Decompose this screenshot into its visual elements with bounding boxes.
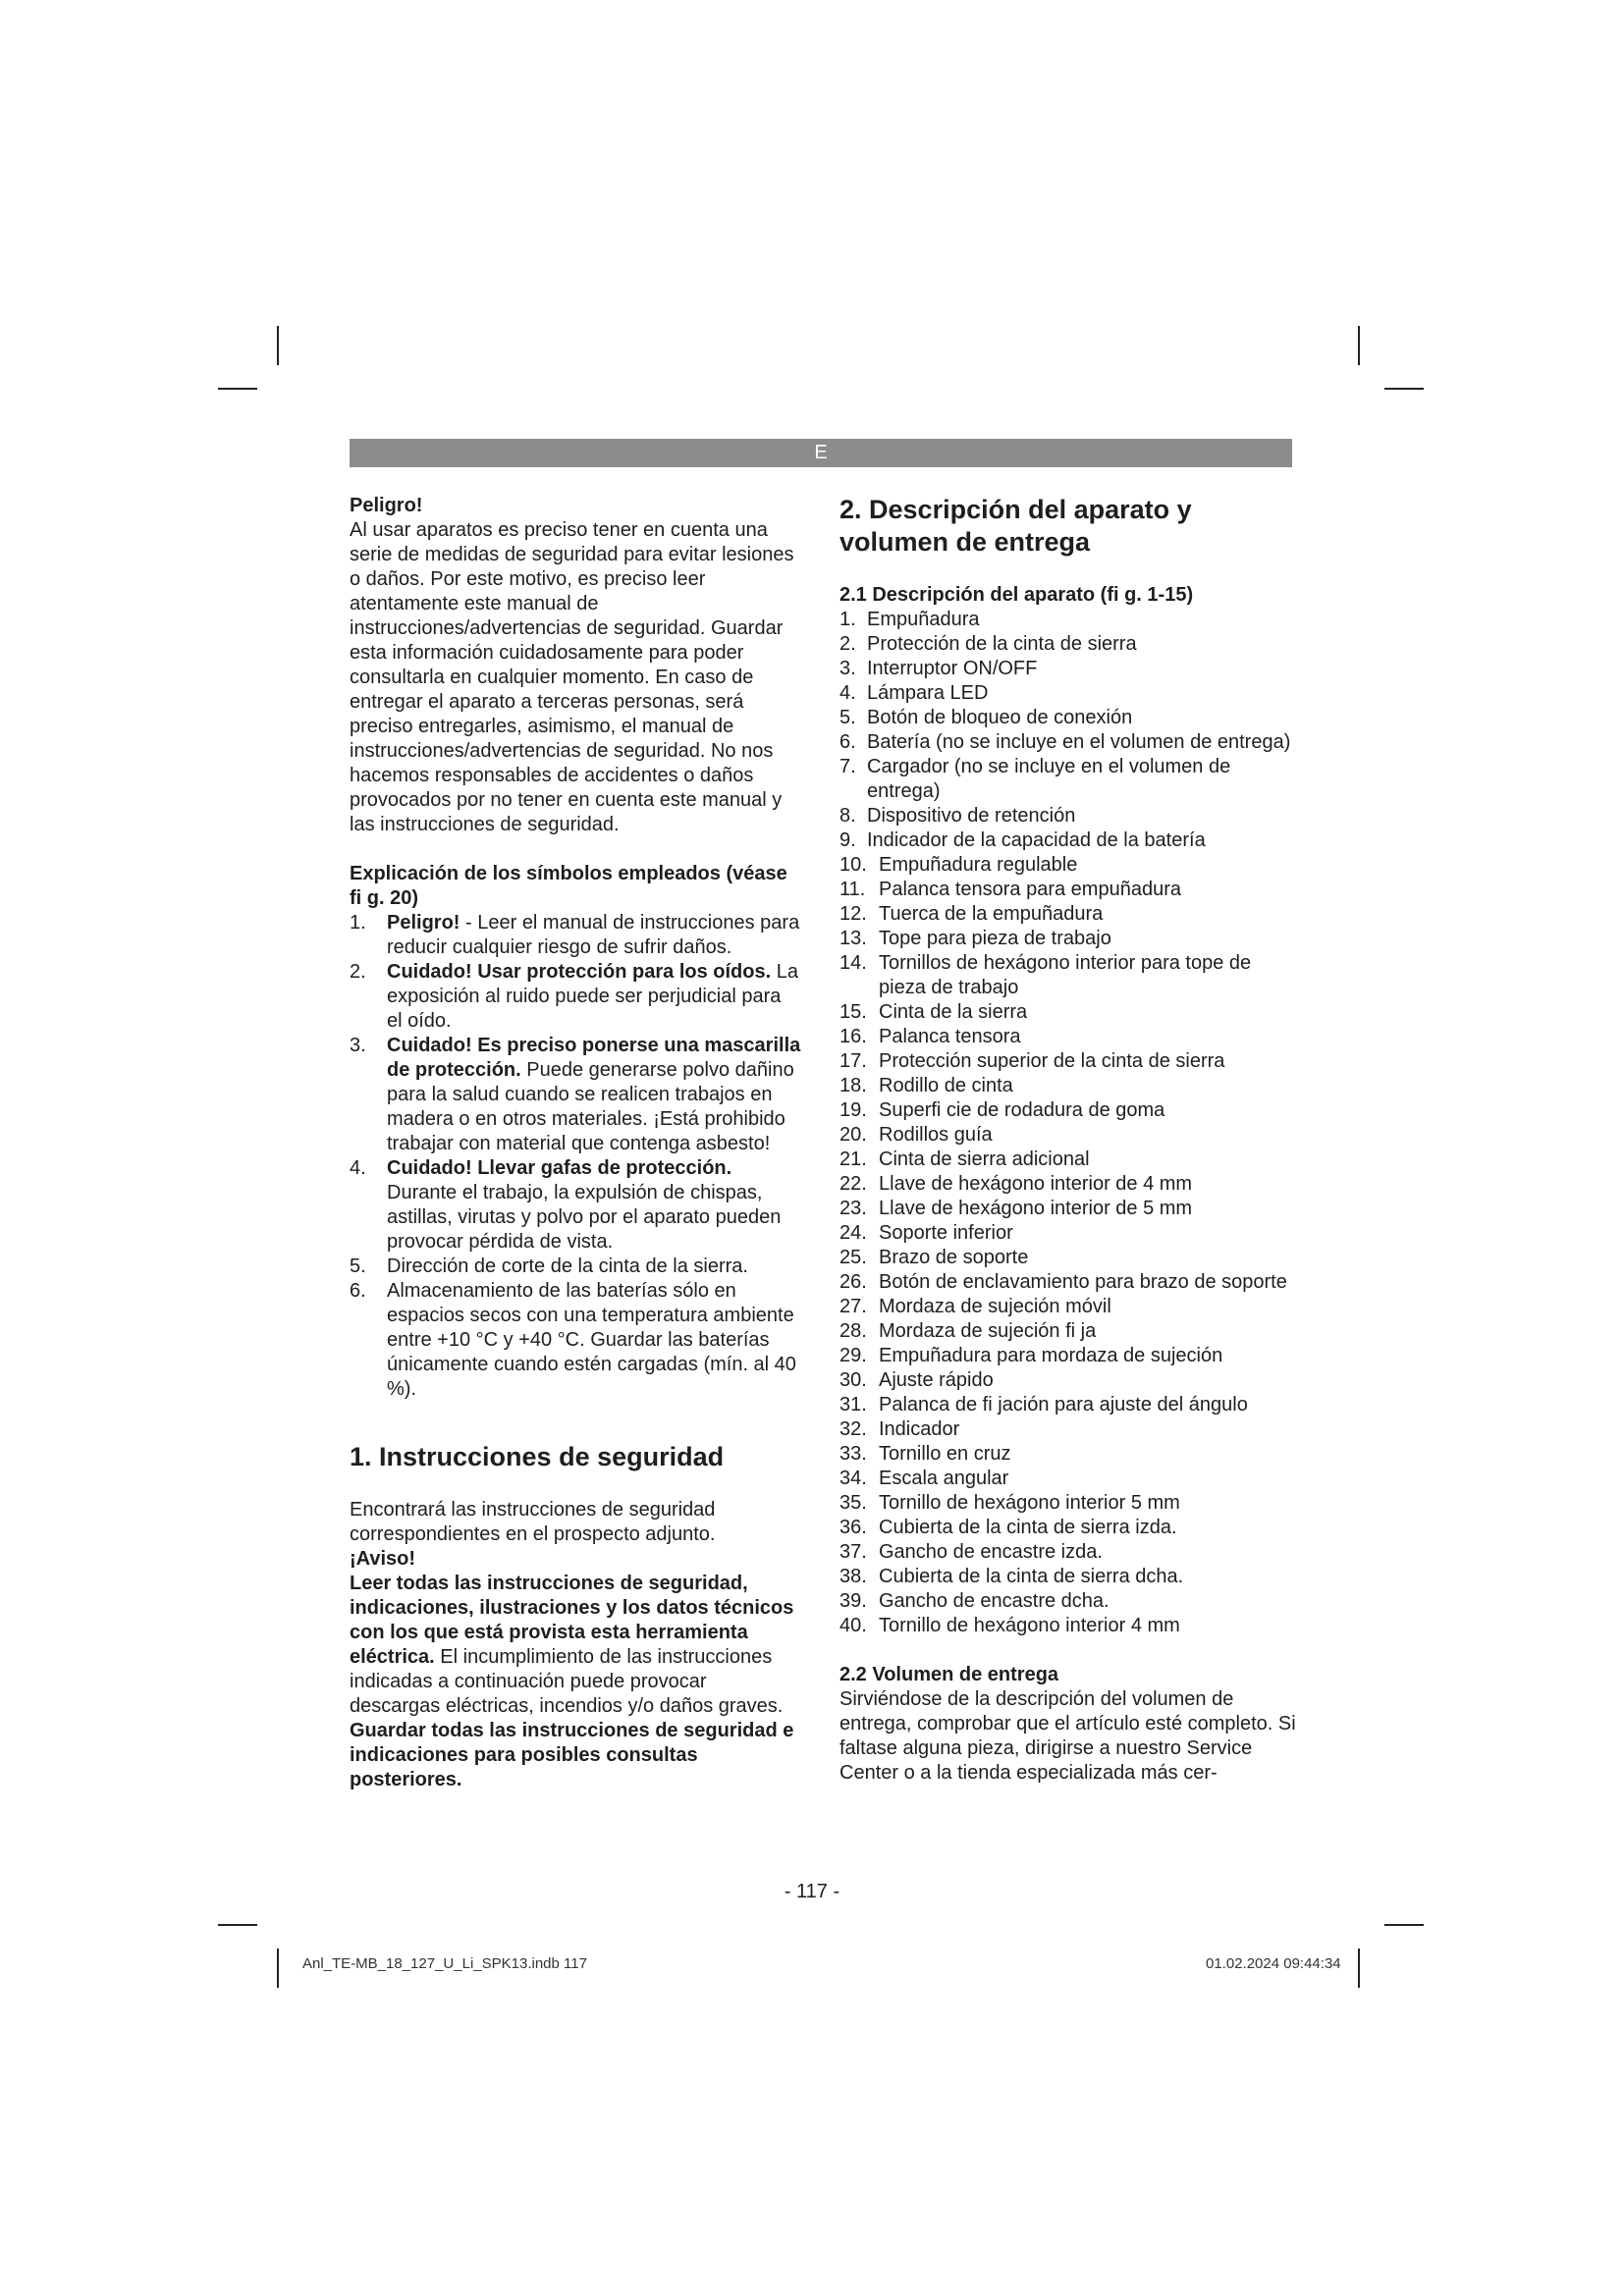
parts-list-item: 23. Llave de hexágono interior de 5 mm [839, 1198, 1193, 1219]
description-subtitle: 2.1 Descripción del aparato (fi g. 1-15) [839, 584, 1194, 606]
danger-text: Al usar aparatos es preciso tener en cuenta una serie de medidas de seguridad para evitar lesiones o daños. Por este motivo, es preciso leer atentamente este manual de instrucciones/advertencias de seguridad. Guardar esta información cuidadosamente para poder consultarla en cualquier momento. En caso de entregar el aparato a terceras personas, será preciso entregarles, asimismo, el manual de instrucciones/advertencias de seguridad. No nos hacemos responsables de accidentes o daños provocados por no tener en cuenta este manual y las instrucciones de seguridad. [350, 519, 794, 835]
list-item: 3. Cuidado! Es preciso ponerse una mascarilla de protección. Puede generarse polvo dañino para la salud cuando se realicen trabajos en madera o en otros materiales. ¡Está prohibido trabajar con material que contenga asbesto! [350, 1035, 801, 1154]
parts-list-item: 37. Gancho de encastre izda. [839, 1541, 1103, 1563]
parts-list-item: 12. Tuerca de la empuñadura [839, 903, 1104, 925]
symbols-title: Explicación de los símbolos empleados (véase fi g. 20) [350, 863, 787, 909]
list-item: 6. Almacenamiento de las baterías sólo en espacios secos con una temperatura ambiente entre +10 °C y +40 °C. Guardar las baterías únicamente cuando estén cargadas (mín. al 40 %). [350, 1280, 796, 1400]
parts-list-item: 18. Rodillo de cinta [839, 1075, 1013, 1096]
parts-list-item: 2. Protección de la cinta de sierra [839, 633, 1137, 655]
page-number: - 117 - [784, 1881, 840, 1902]
warning-title: ¡Aviso! [350, 1548, 416, 1570]
parts-list-item: 17. Protección superior de la cinta de sierra [839, 1050, 1225, 1072]
parts-list-item: 16. Palanca tensora [839, 1026, 1021, 1047]
parts-list-item: 1. Empuñadura [839, 609, 980, 630]
symbols-list [350, 911, 801, 1402]
parts-list-item: 6. Batería (no se incluye en el volumen de entrega) [839, 731, 1291, 753]
crop-mark [1384, 388, 1424, 390]
parts-list-item: 38. Cubierta de la cinta de sierra dcha. [839, 1566, 1184, 1587]
parts-list-item: 40. Tornillo de hexágono interior 4 mm [839, 1615, 1180, 1636]
parts-list-item: 30. Ajuste rápido [839, 1369, 994, 1391]
safety-intro: Encontrará las instrucciones de seguridad correspondientes en el prospecto adjunto. [350, 1499, 716, 1545]
right-column [839, 494, 1301, 1786]
crop-mark [1384, 1924, 1424, 1926]
warning-text: Leer todas las instrucciones de seguridad, indicaciones, ilustraciones y los datos técnicos con los que está provista esta herramienta eléctrica. El incumplimiento de las instrucciones indicadas a continuación puede provocar descargas eléctricas, incendios y/o daños graves. [350, 1573, 794, 1717]
keep-instructions-text: Guardar todas las instrucciones de seguridad e indicaciones para posibles consultas posteriores. [350, 1720, 794, 1790]
parts-list-item: 10. Empuñadura regulable [839, 854, 1078, 876]
parts-list-item: 25. Brazo de soporte [839, 1247, 1029, 1268]
crop-mark [218, 388, 257, 390]
parts-list-item: 27. Mordaza de sujeción móvil [839, 1296, 1111, 1317]
imprint-file-name: Anl_TE-MB_18_127_U_Li_SPK13.indb 117 [302, 1955, 587, 1972]
list-item: 5. Dirección de corte de la cinta de la sierra. [350, 1255, 748, 1277]
parts-list-item: 32. Indicador [839, 1418, 960, 1440]
parts-list-item: 24. Soporte inferior [839, 1222, 1013, 1244]
imprint-date: 01.02.2024 09:44:34 [1206, 1955, 1341, 1972]
crop-mark [1358, 326, 1360, 365]
parts-list-item: 13. Tope para pieza de trabajo [839, 928, 1111, 949]
left-column [350, 494, 801, 1792]
parts-list-item: 39. Gancho de encastre dcha. [839, 1590, 1110, 1612]
parts-list-item: 14. Tornillos de hexágono interior para tope de pieza de trabajo [839, 952, 1252, 998]
list-item: 1. Peligro! - Leer el manual de instrucciones para reducir cualquier riesgo de sufrir daños. [350, 912, 800, 958]
crop-mark [277, 1949, 279, 1988]
parts-list-item: 35. Tornillo de hexágono interior 5 mm [839, 1492, 1180, 1514]
parts-list-item: 21. Cinta de sierra adicional [839, 1148, 1090, 1170]
safety-heading: 1. Instrucciones de seguridad [350, 1442, 725, 1471]
parts-list-item: 5. Botón de bloqueo de conexión [839, 707, 1133, 728]
parts-list-item: 33. Tornillo en cruz [839, 1443, 1011, 1465]
parts-list [839, 608, 1301, 1638]
danger-title: Peligro! [350, 495, 423, 516]
parts-list-item: 34. Escala angular [839, 1468, 1009, 1489]
list-item: 4. Cuidado! Llevar gafas de protección. Durante el trabajo, la expulsión de chispas, astillas, virutas y polvo por el aparato pueden provocar pérdida de vista. [350, 1157, 782, 1253]
parts-list-item: 29. Empuñadura para mordaza de sujeción [839, 1345, 1223, 1366]
parts-list-item: 28. Mordaza de sujeción fi ja [839, 1320, 1097, 1342]
parts-list-item: 22. Llave de hexágono interior de 4 mm [839, 1173, 1193, 1195]
parts-list-item: 36. Cubierta de la cinta de sierra izda. [839, 1517, 1177, 1538]
parts-list-item: 19. Superfi cie de rodadura de goma [839, 1099, 1165, 1121]
crop-mark [277, 326, 279, 365]
description-heading: 2. Descripción del aparato y volumen de entrega [839, 495, 1192, 557]
parts-list-item: 3. Interruptor ON/OFF [839, 658, 1038, 679]
crop-mark [1358, 1949, 1360, 1988]
parts-list-item: 11. Palanca tensora para empuñadura [839, 879, 1181, 900]
delivery-text: Sirviéndose de la descripción del volumen de entrega, comprobar que el artículo esté completo. Si faltase alguna pieza, dirigirse a nuestro Service Center o a la tienda especializada más cer- [839, 1688, 1296, 1784]
crop-mark [218, 1924, 257, 1926]
parts-list-item: 7. Cargador (no se incluye en el volumen de entrega) [839, 756, 1231, 802]
parts-list-item: 15. Cinta de la sierra [839, 1001, 1028, 1023]
parts-list-item: 8. Dispositivo de retención [839, 805, 1076, 827]
parts-list-item: 20. Rodillos guía [839, 1124, 993, 1146]
parts-list-item: 9. Indicador de la capacidad de la batería [839, 829, 1206, 851]
parts-list-item: 4. Lámpara LED [839, 682, 989, 704]
parts-list-item: 31. Palanca de fi jación para ajuste del ángulo [839, 1394, 1248, 1415]
language-tab-bar: E [350, 439, 1292, 467]
list-item: 2. Cuidado! Usar protección para los oídos. La exposición al ruido puede ser perjudicial para el oído. [350, 961, 798, 1032]
parts-list-item: 26. Botón de enclavamiento para brazo de soporte [839, 1271, 1287, 1293]
delivery-title: 2.2 Volumen de entrega [839, 1664, 1059, 1685]
